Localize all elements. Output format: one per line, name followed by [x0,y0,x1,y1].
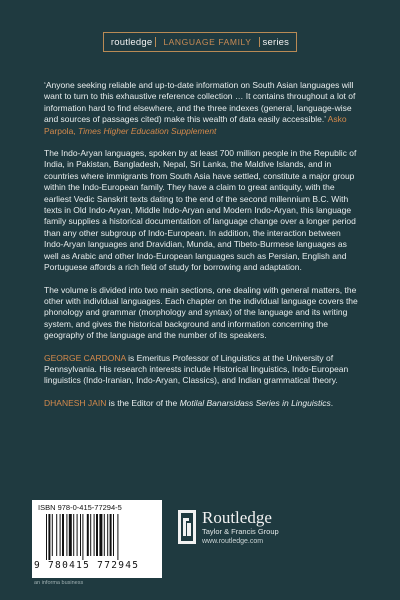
editor-bio: DHANESH JAIN is the Editor of the Motilal Banarsidass Series in Linguistics. [44,397,334,408]
publisher-url[interactable]: www.routledge.com [202,538,264,545]
series-brand: routledge [110,36,153,48]
series-divider [259,37,260,47]
routledge-logo-icon [178,510,196,544]
quote-text: ‘Anyone seeking reliable and up-to-date information on South Asian languages will want to turn to this exhaustive reference collection … It contains throughout a lot of information hard to find elsewhere, and the three indexes (general, language-wise and sources of passages cited) make this wealth of data easily accessible.’ [44,80,356,125]
description-paragraph: The volume is divided into two main sections, one dealing with general matters, the other with individual languages. Each chapter on the individual language covers the phonology and grammar (morphology and syntax) of the language and its writing system, and gives the historical background and information concerning the geography of the language and the number of its speakers. [44,284,358,341]
barcode-bars [38,514,156,560]
publisher-block [202,508,279,547]
isbn-label: ISBN 978-0-415-77294-5 [38,503,122,512]
editor-bio-text: is Emeritus Professor of Linguistics at the University of Pennsylvania. His research interests include Historical linguistics, Indo-European linguistics (Indo-Iranian, Indo-Aryan, Classics), and Indian grammatical theory. [44,352,349,386]
informa-tagline: an informa business [34,580,84,586]
editor-name: DHANESH JAIN [44,397,107,408]
review-quote [44,80,362,137]
series-divider [155,37,156,47]
blurb [44,80,362,420]
quote-author: Asko Parpola, [44,114,347,136]
quote-publication: Times Higher Education Supplement [78,125,217,136]
barcode-digits: 9 780415 772945 [34,560,140,571]
series-word: series [262,36,290,48]
series-title: Motilal Banarsidass Series in Linguistics [179,397,331,408]
series-banner [103,32,297,52]
series-family: LANGUAGE FAMILY [163,37,252,47]
publisher-name: Routledge [202,508,272,527]
editor-bio [44,353,362,387]
barcode [32,500,162,578]
editor-name: GEORGE CARDONA [44,352,126,363]
publisher-group: Taylor & Francis Group [202,527,279,536]
description-paragraph: The Indo-Aryan languages, spoken by at least 700 million people in the Republic of India, in Pakistan, Bangladesh, Nepal, Sri Lanka, the Maldive Islands, and in countries where immigrants from South Asia have settled, constitute a major group within the Indo-European family. They have a claim to great antiquity, with the earliest Vedic Sanskrit texts dating to the end of the second millennium B.C. With texts in Old Indo-Aryan, Middle Indo-Aryan and Modern Indo-Aryan, this language family supplies a historical documentation of language change over a longer period than any other subgroup of Indo-European. In addition, the interaction between Indo-Aryan languages and Dravidian, Munda, and Tibeto-Burmese languages as well as Arabic and other Indo-European languages such as Persian, English and Portuguese affords a rich field of study for borrowing and adaptation. [44,148,357,273]
